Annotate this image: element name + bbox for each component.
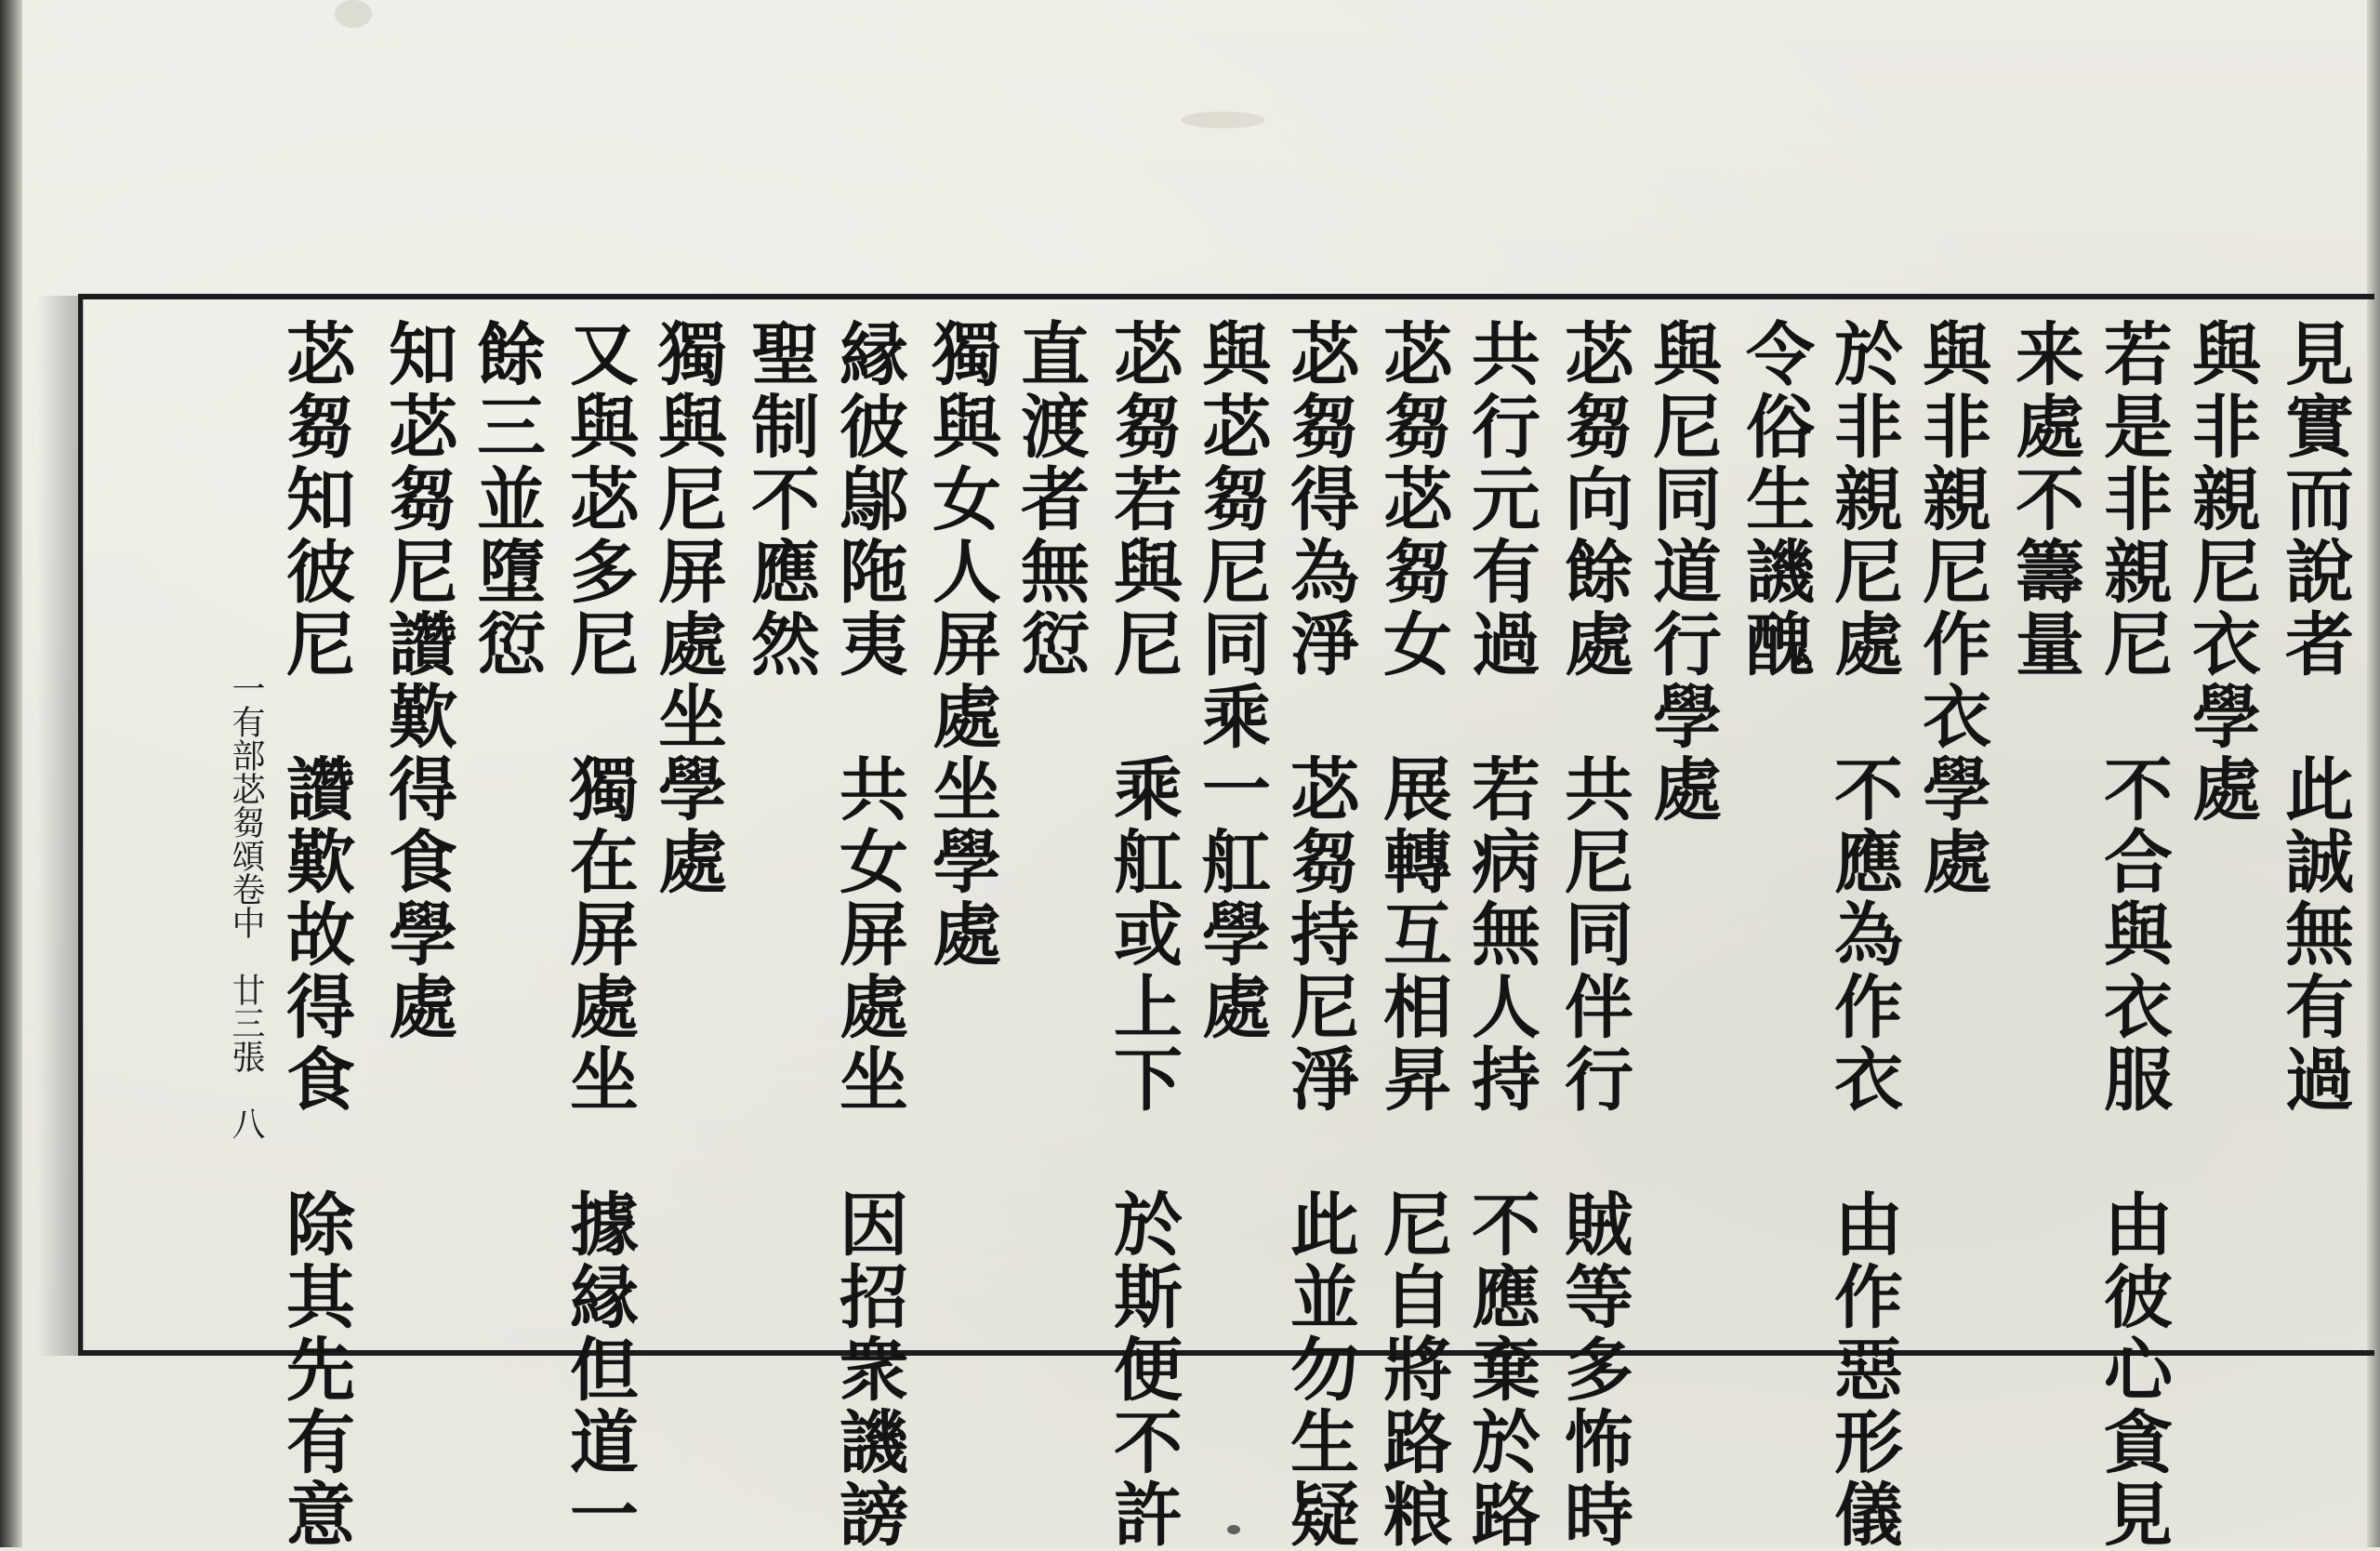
text-column-21: 餘三並墮愆 [466,318,546,681]
text-columns [78,299,2374,1551]
text-column-4: 来處不籌量 [2004,318,2084,681]
text-column-5: 與非親尼作衣學處 [1911,318,1991,898]
text-column-10: 共行元有過 若病無人持 不應棄於路 [1461,318,1540,1551]
text-column-11: 苾芻苾芻女 展轉互相昇 尼自將路粮 [1372,318,1452,1551]
text-column-12: 苾芻得為淨 苾芻持尼淨 此並勿生疑 [1279,318,1359,1551]
scan-smudge [335,0,372,28]
text-column-9: 苾芻向餘處 共尼同伴行 賊等多怖時 [1554,318,1633,1551]
text-column-15: 直渡者無愆 [1010,318,1090,681]
text-column-3: 若是非親尼 不合與衣服 由彼心貪見 [2093,318,2173,1551]
text-column-1: 見實而說者 此誠無有過 [2274,318,2354,1116]
text-column-20: 又與苾多尼 獨在屏處坐 據縁但道一 [559,318,639,1551]
text-column-23: 苾芻知彼尼 讚歎故得食 除其先有意 [275,318,355,1551]
frame-edge-shadow [37,296,84,1356]
text-column-14: 苾芻若與尼 乘舡或上下 於斯便不許 [1103,318,1183,1551]
text-column-22: 知苾芻尼讚歎得食學處 [377,318,457,1043]
scan-speck [1227,1525,1240,1534]
text-column-16: 獨與女人屏處坐學處 [921,318,1001,971]
text-column-6: 於非親尼處 不應為作衣 由作惡形儀 [1823,318,1903,1551]
text-column-13: 與苾芻尼同乘一舡學處 [1191,318,1271,1043]
text-column-18: 聖制不應然 [740,318,820,681]
text-column-8: 與尼同道行學處 [1642,318,1722,826]
scan-smudge [1181,112,1264,128]
text-column-17: 縁彼鄔陁夷 共女屏處坐 因招衆譏謗 [828,318,908,1551]
text-column-7: 令俗生譏醜 [1735,318,1815,681]
binding-edge [0,0,22,1547]
margin-note: 一有部苾芻頌卷中 廿三張 八 [227,671,265,1140]
text-column-19: 獨與尼屏處坐學處 [647,318,727,898]
text-column-2: 與非親尼衣學處 [2181,318,2261,826]
